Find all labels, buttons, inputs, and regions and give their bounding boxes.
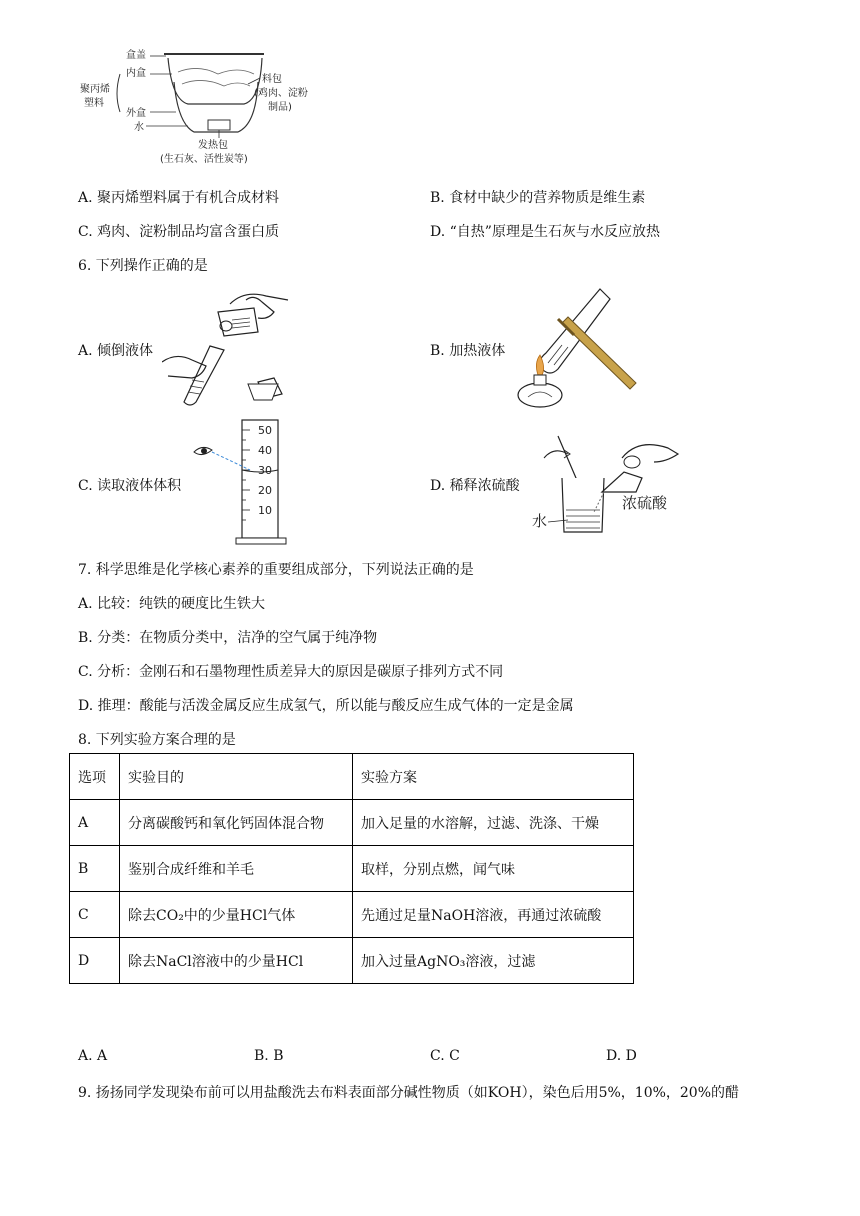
graduated-cylinder-figure [190,378,290,548]
label-water: 水 [532,512,548,530]
q7-option-c: C. 分析：金刚石和石墨物理性质差异大的原因是碳原子排列方式不同 [78,664,504,680]
q8-answer-b: B. B [254,1048,284,1064]
label-sulfuric-acid: 浓硫酸 [622,494,668,512]
tick-label: 10 [258,504,272,517]
q8-answer-c: C. C [430,1048,460,1064]
diluting-acid-figure [528,432,688,536]
tick-label: 50 [258,424,272,437]
q7-option-b: B. 分类：在物质分类中，洁净的空气属于纯净物 [78,630,378,646]
self-heating-box-figure [78,44,318,170]
q5-option-c: C. 鸡肉、淀粉制品均富含蛋白质 [78,224,280,240]
header-cell: 实验目的 [120,754,353,800]
heating-liquid-figure [512,283,642,415]
table-cell: 加入过量AgNO₃溶液，过滤 [353,938,634,984]
header-cell: 选项 [70,754,120,800]
q6-option-c: C. 读取液体体积 [78,478,182,494]
q6-option-b: B. 加热液体 [430,343,506,359]
table-cell: D [70,938,120,984]
label-food-pack-3: 制品) [268,102,292,113]
q7-option-a: A. 比较：纯铁的硬度比生铁大 [78,596,266,612]
q5-option-b: B. 食材中缺少的营养物质是维生素 [430,190,646,206]
q8-stem: 8. 下列实验方案合理的是 [78,732,236,748]
label-heat-pack: 发热包 [198,140,228,151]
q6-stem: 6. 下列操作正确的是 [78,258,208,274]
q5-option-d: D. “自热”原理是生石灰与水反应放热 [430,224,660,240]
polypropylene-label-2: 塑料 [84,98,104,109]
q9-stem: 9. 扬扬同学发现染布前可以用盐酸洗去布料表面部分碱性物质（如KOH），染色后用5%，10%，20%的醋 [78,1085,740,1101]
table-header-row [70,754,634,800]
table-cell: B [70,846,120,892]
header-cell: 实验方案 [353,754,634,800]
table-row [70,800,634,846]
experiment-table [69,753,634,984]
tick-label: 40 [258,444,272,457]
table-cell: 除去CO₂中的少量HCl气体 [120,892,353,938]
tick-label: 20 [258,484,272,497]
table-row [70,846,634,892]
q8-answer-a: A. A [78,1048,108,1064]
label-heat-pack-content: (生石灰、活性炭等) [160,154,248,165]
label-water: 水 [134,122,144,133]
table-cell: 取样，分别点燃，闻气味 [353,846,634,892]
q8-answer-d: D. D [606,1048,637,1064]
table-cell: A [70,800,120,846]
label-lid: 盒盖 [126,50,146,61]
table-cell: 先通过足量NaOH溶液，再通过浓硫酸 [353,892,634,938]
table-cell: 除去NaCl溶液中的少量HCl [120,938,353,984]
polypropylene-label-1: 聚丙烯 [80,84,110,95]
q6-option-d: D. 稀释浓硫酸 [430,478,520,494]
label-outer-box: 外盒 [126,108,146,119]
q7-stem: 7. 科学思维是化学核心素养的重要组成部分，下列说法正确的是 [78,562,474,578]
table-row [70,938,634,984]
table-cell: C [70,892,120,938]
table-cell: 加入足量的水溶解，过滤、洗涤、干燥 [353,800,634,846]
q7-option-d: D. 推理：酸能与活泼金属反应生成氢气，所以能与酸反应生成气体的一定是金属 [78,698,574,714]
label-inner-box: 内盒 [126,68,146,79]
table-cell: 分离碳酸钙和氧化钙固体混合物 [120,800,353,846]
q5-option-a: A. 聚丙烯塑料属于有机合成材料 [78,190,280,206]
label-food-pack-2: (鸡肉、淀粉 [254,88,308,99]
table-cell: 鉴别合成纤维和羊毛 [120,846,353,892]
tick-label: 30 [258,464,272,477]
q6-option-a: A. 倾倒液体 [78,343,154,359]
table-row [70,892,634,938]
label-food-pack-1: 料包 [262,74,282,85]
